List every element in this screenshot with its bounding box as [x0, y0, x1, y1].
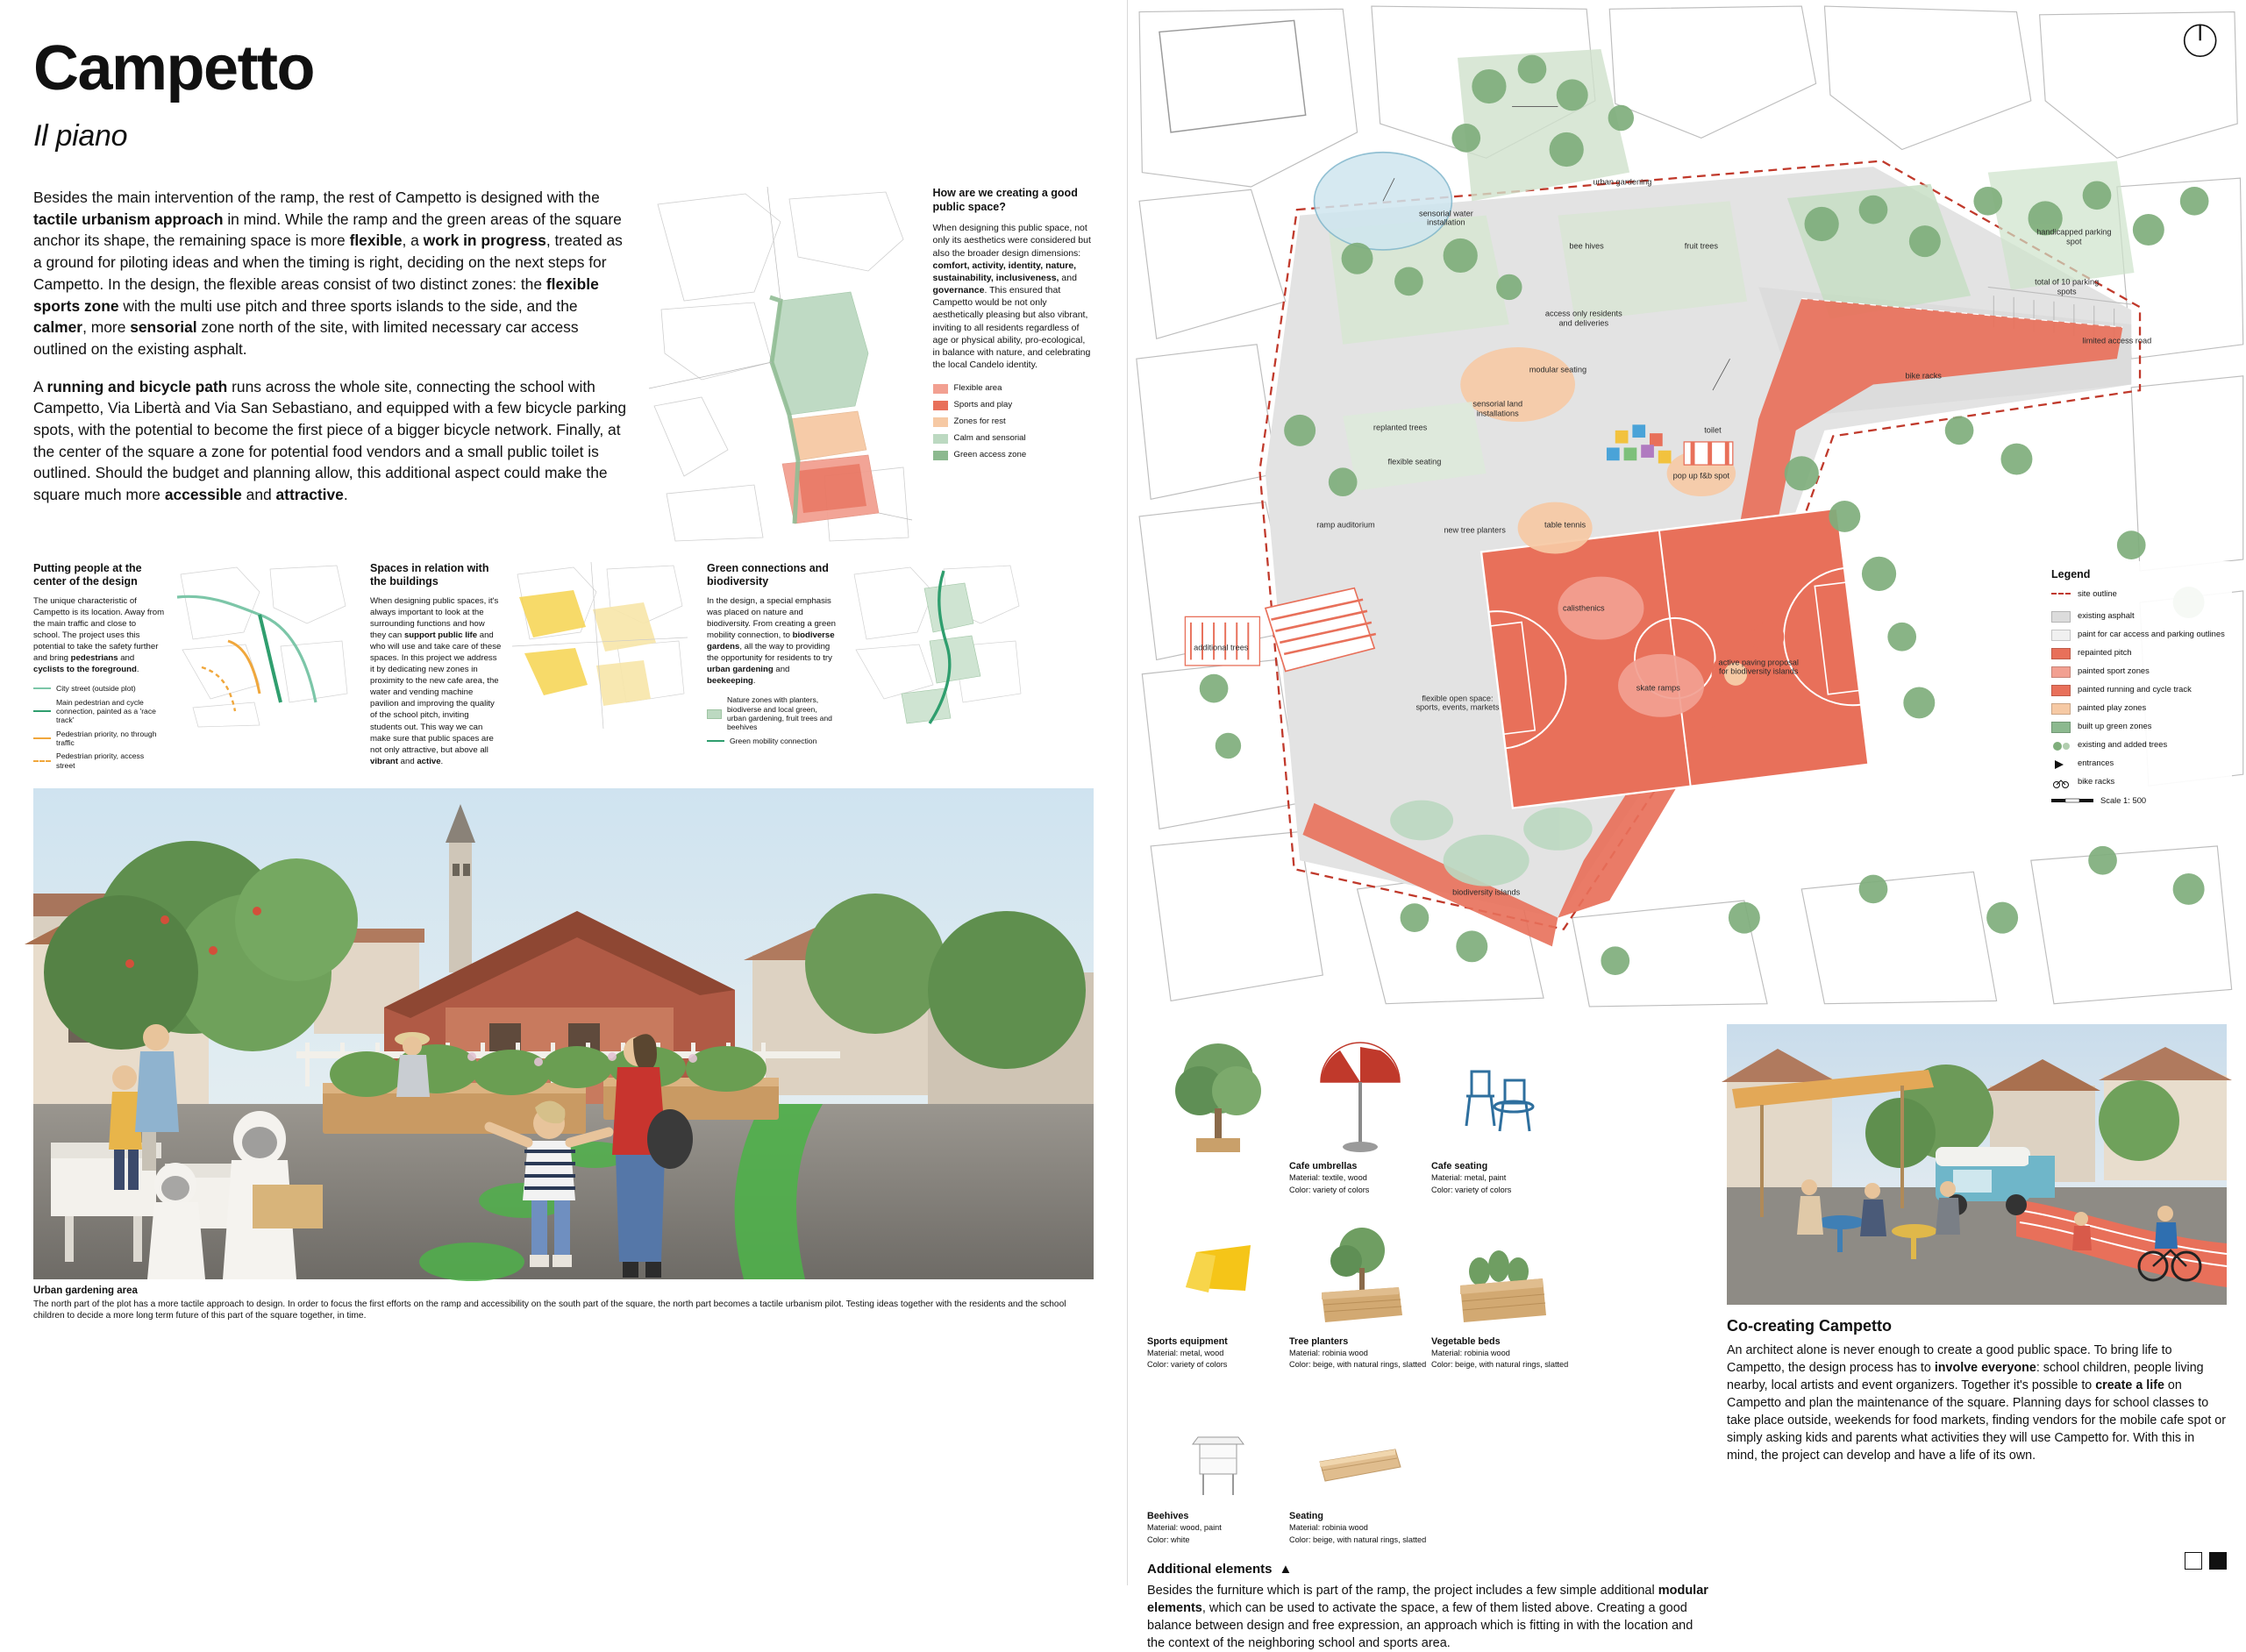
photo-description: The north part of the plot has a more tactile approach to design. In order to focus the first efforts on the ramp and accessibility on the south part of the square, the north part becomes a tactile urbanism pilot. Testing ideas together with the residents and the school children to decide a more long term future of this part of the square together, in time.: [33, 1299, 1066, 1321]
element-material: Material: wood, paint: [1147, 1523, 1222, 1533]
triangle-up-icon: ▲: [1279, 1561, 1293, 1577]
element-vegetable-beds: [1431, 1200, 1573, 1371]
chair-icon: [1431, 1024, 1573, 1156]
page-mark-empty: [2185, 1552, 2202, 1570]
element-material: Material: robinia wood: [1289, 1348, 1368, 1357]
element-color: Color: variety of colors: [1431, 1185, 1512, 1194]
legend-item: [2051, 758, 2225, 770]
legend-item: [2051, 610, 2225, 623]
siteplan-label: pop up f&b spot: [1672, 471, 1730, 481]
legend-symbol: [2051, 685, 2071, 696]
siteplan-label: table tennis: [1544, 520, 1586, 530]
right-column: [1127, 0, 2245, 1650]
legend-label: Flexible area: [953, 383, 1002, 394]
legend-label: paint for car access and parking outlines: [2078, 629, 2225, 638]
legend-symbol: [2051, 722, 2071, 733]
siteplan-label: total of 10 parking spots: [2035, 277, 2100, 296]
additional-heading-label: Additional elements: [1147, 1561, 1273, 1577]
panel-heading: Putting people at the center of the design: [33, 562, 142, 587]
legend-heading: Legend: [2051, 568, 2091, 580]
panel-body: The unique characteristic of Campetto is its location. Away from the main traffic and close to school. The project uses this potential to take the safety further and bring pedestrians and cyclists to the foreground.: [33, 596, 165, 675]
additional-elements-column: [1147, 1024, 1713, 1650]
legend-item: [933, 400, 1094, 411]
scale-label: Scale 1: 500: [2100, 795, 2147, 805]
analysis-panels: [33, 562, 1094, 774]
legend-line: [33, 687, 51, 689]
legend-swatch: [933, 384, 948, 394]
legend-line: [707, 740, 724, 742]
siteplan-label: calisthenics: [1563, 603, 1605, 613]
element-name: Tree planters: [1289, 1335, 1349, 1347]
zoning-diagram: [649, 187, 912, 545]
element-beehives: [1147, 1374, 1289, 1546]
legend-label: painted sport zones: [2078, 666, 2150, 675]
how-panel: [933, 187, 1094, 545]
how-panel-body: When designing this public space, not only its aesthetics were considered but also the broader design dimensions: comfort, activity, identity, nature, sustainability, inclusiveness, and governance. This ensured that Campetto would be not only aesthetically pleasing but also vibrant, inviting to all residents regardless of age or physical ability, pro-ecological, in balance with nature, and celebrating the local Candelo identity.: [932, 223, 1091, 371]
legend-label: Calm and sensorial: [953, 433, 1026, 444]
element-name: Cafe umbrellas: [1289, 1161, 1358, 1171]
legend-label: repainted pitch: [2078, 647, 2132, 657]
how-panel-legend: [933, 383, 1094, 461]
element-material: Material: robinia wood: [1431, 1348, 1510, 1357]
element-tree-illustration: [1147, 1024, 1289, 1196]
siteplan-label: ramp auditorium: [1316, 520, 1375, 530]
legend-label: Nature zones with planters, biodiverse and local green, urban gardening, fruit trees and beehives: [727, 695, 832, 732]
element-seating: [1289, 1374, 1431, 1546]
legend-item: [33, 730, 165, 748]
siteplan-label: additional trees: [1194, 644, 1249, 653]
legend-label: site outline: [2078, 588, 2117, 598]
legend-swatch: [933, 434, 948, 444]
element-name: Vegetable beds: [1431, 1335, 1501, 1347]
panel-body: When designing public spaces, it's always important to look at the surrounding functions and how they can support public life and who will use and take care of these spaces. In this project we address it by dedicating new zones in proximity to the new cafe area, the water and vending machine pavilion and improving the quality of the school pitch, inviting students out. This way we can make sure that public spaces are not only attractive, but above all vibrant and active.: [370, 596, 502, 766]
vegetable-bed-icon: [1431, 1200, 1573, 1331]
legend-item: [2051, 666, 2225, 678]
legend-line-dashed: [33, 760, 51, 762]
panel-text: [370, 562, 502, 774]
legend-label: Sports and play: [953, 400, 1013, 410]
photo-caption: Urban gardening area: [33, 1285, 138, 1296]
panel-legend: [707, 695, 838, 745]
element-color: Color: variety of colors: [1147, 1360, 1228, 1370]
intro-row: [33, 187, 1094, 545]
legend-label: painted running and cycle track: [2078, 684, 2192, 694]
page-subtitle: Il piano: [33, 119, 128, 153]
legend-item: [2051, 721, 2225, 733]
siteplan-label: skate ramps: [1636, 683, 1680, 693]
panel-spaces-buildings: [370, 562, 688, 774]
urban-gardening-photo: [33, 788, 1094, 1279]
panel-diagram-buildings: [512, 562, 688, 774]
additional-elements-heading: [1147, 1562, 1713, 1577]
element-name: Seating: [1289, 1511, 1323, 1522]
legend-label: entrances: [2078, 758, 2114, 767]
element-name: Cafe seating: [1431, 1161, 1488, 1171]
siteplan-label: bike racks: [1905, 371, 1942, 381]
siteplan-label: toilet: [1704, 425, 1722, 435]
tree-icon: [1147, 1024, 1289, 1156]
legend-symbol: [2051, 593, 2071, 604]
beehive-icon: [1147, 1374, 1289, 1506]
site-plan: [1128, 0, 2246, 1013]
legend-symbol: [2051, 666, 2071, 678]
siteplan-label: flexible open space: sports, events, markets: [1415, 694, 1500, 712]
element-material: Material: robinia wood: [1289, 1523, 1368, 1533]
element-material: Material: textile, wood: [1289, 1173, 1367, 1182]
panel-people-center: [33, 562, 351, 774]
cocreating-photo: [1727, 1024, 2227, 1305]
scale-indicator: [2051, 795, 2225, 805]
legend-label: bike racks: [2078, 776, 2115, 786]
legend-symbol: [2051, 703, 2071, 715]
legend-line: [33, 710, 51, 712]
element-color: Color: beige, with natural rings, slatted: [1289, 1360, 1427, 1370]
legend-label: painted play zones: [2078, 702, 2147, 712]
tree-planter-icon: [1289, 1200, 1431, 1331]
element-cafe-umbrellas: [1289, 1024, 1431, 1196]
legend-item: [2051, 739, 2225, 751]
intro-text-block: [33, 187, 628, 545]
panel-green-biodiversity: [707, 562, 1024, 774]
legend-item: [2051, 647, 2225, 659]
panel-text: [33, 562, 165, 774]
legend-item: [933, 450, 1094, 461]
legend-item: [2051, 629, 2225, 641]
legend-symbol: [2051, 630, 2071, 641]
panel-heading: Spaces in relation with the buildings: [370, 562, 489, 587]
additional-elements-body: Besides the furniture which is part of the ramp, the project includes a few simple additional modular elements, which can be used to activate the space, a few of them listed above. Creating a good balance between design and free expression, an approach which is fitting in with the location and the context of the neighboring school and sports area.: [1147, 1583, 1708, 1650]
element-name: Sports equipment: [1147, 1335, 1228, 1347]
siteplan-label: replanted trees: [1373, 423, 1428, 432]
siteplan-label: modular seating: [1529, 365, 1587, 374]
legend-symbol: [2051, 611, 2071, 623]
intro-paragraph-2: A running and bicycle path runs across the whole site, connecting the school with Campetto, Via Libertà and Via San Sebastiano, and equipped with a few bicycle parking spots, with the potential to become the first piece of a bigger bicycle network. Finally, at the center of the square a zone for potential food vendors and a small public toilet is outlined. Should the budget and planning allow, this additional aspect could make the square much more accessible and attractive.: [33, 377, 627, 504]
legend-label: Zones for rest: [953, 417, 1006, 427]
legend-label: City street (outside plot): [56, 684, 136, 694]
siteplan-label: sensorial land installations: [1472, 399, 1523, 418]
panel-heading: Green connections and biodiversity: [707, 562, 829, 587]
legend-item: [933, 433, 1094, 445]
panel-diagram-green: [849, 562, 1024, 774]
legend-line: [33, 737, 51, 739]
element-cafe-seating: [1431, 1024, 1573, 1196]
legend-swatch: [933, 451, 948, 460]
element-name: Beehives: [1147, 1511, 1189, 1522]
cocreating-body: An architect alone is never enough to create a good public space. To bring life to Campetto, the design process has to involve everyone: school children, people living nearby, local artists and event organizers. Together it's possible to create a life on Campetto and plan the maintenance of the square. Planning days for school classes to take place outside, weekends for food markets, finding vendors for the mobile cafe spot or simply asking kids and parents what activities they will use Campetto for. With this in mind, the project can develop and have a life of its own.: [1727, 1343, 2227, 1463]
element-sports-equipment: [1147, 1200, 1289, 1371]
panel-body: In the design, a special emphasis was placed on nature and biodiversity. From creating a green mobility connection, to biodiverse gardens, all the way to providing the opportunity for residents to try urban gardening and beekeeping.: [707, 596, 836, 687]
bench-icon: [1289, 1374, 1431, 1506]
elements-grid: [1147, 1024, 1713, 1549]
element-color: Color: white: [1147, 1535, 1190, 1544]
legend-label: Green mobility connection: [730, 736, 817, 745]
siteplan-label: fruit trees: [1684, 242, 1718, 252]
legend-symbol: [2051, 740, 2071, 751]
legend-label: Pedestrian priority, no through traffic: [56, 729, 157, 747]
legend-item: [933, 383, 1094, 395]
legend-item: [2051, 684, 2225, 696]
legend-label: Main pedestrian and cycle connection, painted as a 'race track': [56, 697, 156, 725]
legend-item: [707, 737, 838, 745]
legend-item: [33, 684, 165, 693]
legend-label: existing asphalt: [2078, 610, 2135, 620]
legend-symbol: [2051, 777, 2071, 788]
siteplan-label: handicapped parking spot: [2036, 227, 2112, 246]
legend-item: [2051, 776, 2225, 788]
legend-item: [2051, 702, 2225, 715]
element-color: Color: beige, with natural rings, slatted: [1289, 1535, 1427, 1544]
legend-item: [33, 751, 165, 770]
legend-label: built up green zones: [2078, 721, 2152, 730]
siteplan-label: urban gardening: [1593, 177, 1652, 187]
legend-swatch: [933, 401, 948, 410]
page-title: Campetto: [33, 33, 315, 103]
siteplan-legend: [2044, 561, 2232, 814]
element-color: Color: variety of colors: [1289, 1185, 1370, 1194]
siteplan-label: biodiversity islands: [1452, 887, 1521, 897]
element-material: Material: metal, wood: [1147, 1348, 1224, 1357]
intro-paragraph-1: Besides the main intervention of the ramp, the rest of Campetto is designed with the tactile urbanism approach in mind. While the ramp and the green areas of the square anchor its shape, the remaining space is more flexible, a work in progress, treated as a ground for piloting ideas and when the timing is right, deciding on the next steps for Campetto. In the design, the flexible areas consist of two distinct zones: the flexible sports zone with the multi use pitch and three sports islands to the side, and the calmer, more sensorial zone north of the site, with limited necessary car access outlined on the existing asphalt.: [33, 189, 623, 358]
siteplan-label: active paving proposal for biodiversity islands: [1718, 658, 1799, 676]
legend-symbol: [2051, 648, 2071, 659]
panel-legend: [33, 684, 165, 770]
legend-item: [933, 417, 1094, 428]
panel-diagram-mobility: [175, 562, 351, 774]
legend-label: existing and added trees: [2078, 739, 2168, 749]
cocreating-column: [1727, 1024, 2227, 1585]
page-mark-filled: [2209, 1552, 2227, 1570]
legend-symbol: [2051, 758, 2071, 770]
siteplan-label: access only residents and deliveries: [1544, 309, 1622, 328]
siteplan-label: new tree planters: [1444, 526, 1506, 536]
legend-item: [33, 698, 165, 725]
umbrella-icon: [1289, 1024, 1431, 1156]
cocreating-heading: Co-creating Campetto: [1727, 1317, 1893, 1335]
page-marks: [2185, 1552, 2227, 1570]
legend-swatch: [933, 417, 948, 427]
element-material: Material: metal, paint: [1431, 1173, 1507, 1182]
sports-equipment-icon: [1147, 1200, 1289, 1331]
panel-text: [707, 562, 838, 774]
legend-label: Green access zone: [953, 450, 1027, 460]
legend-swatch: [707, 709, 722, 719]
legend-item: [2051, 588, 2225, 604]
how-panel-heading: How are we creating a good public space?: [932, 187, 1078, 213]
siteplan-label: limited access road: [2082, 337, 2152, 346]
element-tree-planters: [1289, 1200, 1431, 1371]
siteplan-label: bee hives: [1569, 242, 1604, 252]
legend-item: [707, 695, 838, 731]
left-column: [0, 0, 1127, 1585]
legend-label: Pedestrian priority, access street: [56, 751, 145, 770]
siteplan-label: flexible seating: [1387, 457, 1442, 466]
additional-elements-text: [1147, 1562, 1713, 1652]
element-color: Color: beige, with natural rings, slatted: [1431, 1360, 1569, 1370]
bottom-right-section: [1128, 1017, 2246, 1650]
siteplan-label: sensorial water installation: [1418, 209, 1473, 227]
